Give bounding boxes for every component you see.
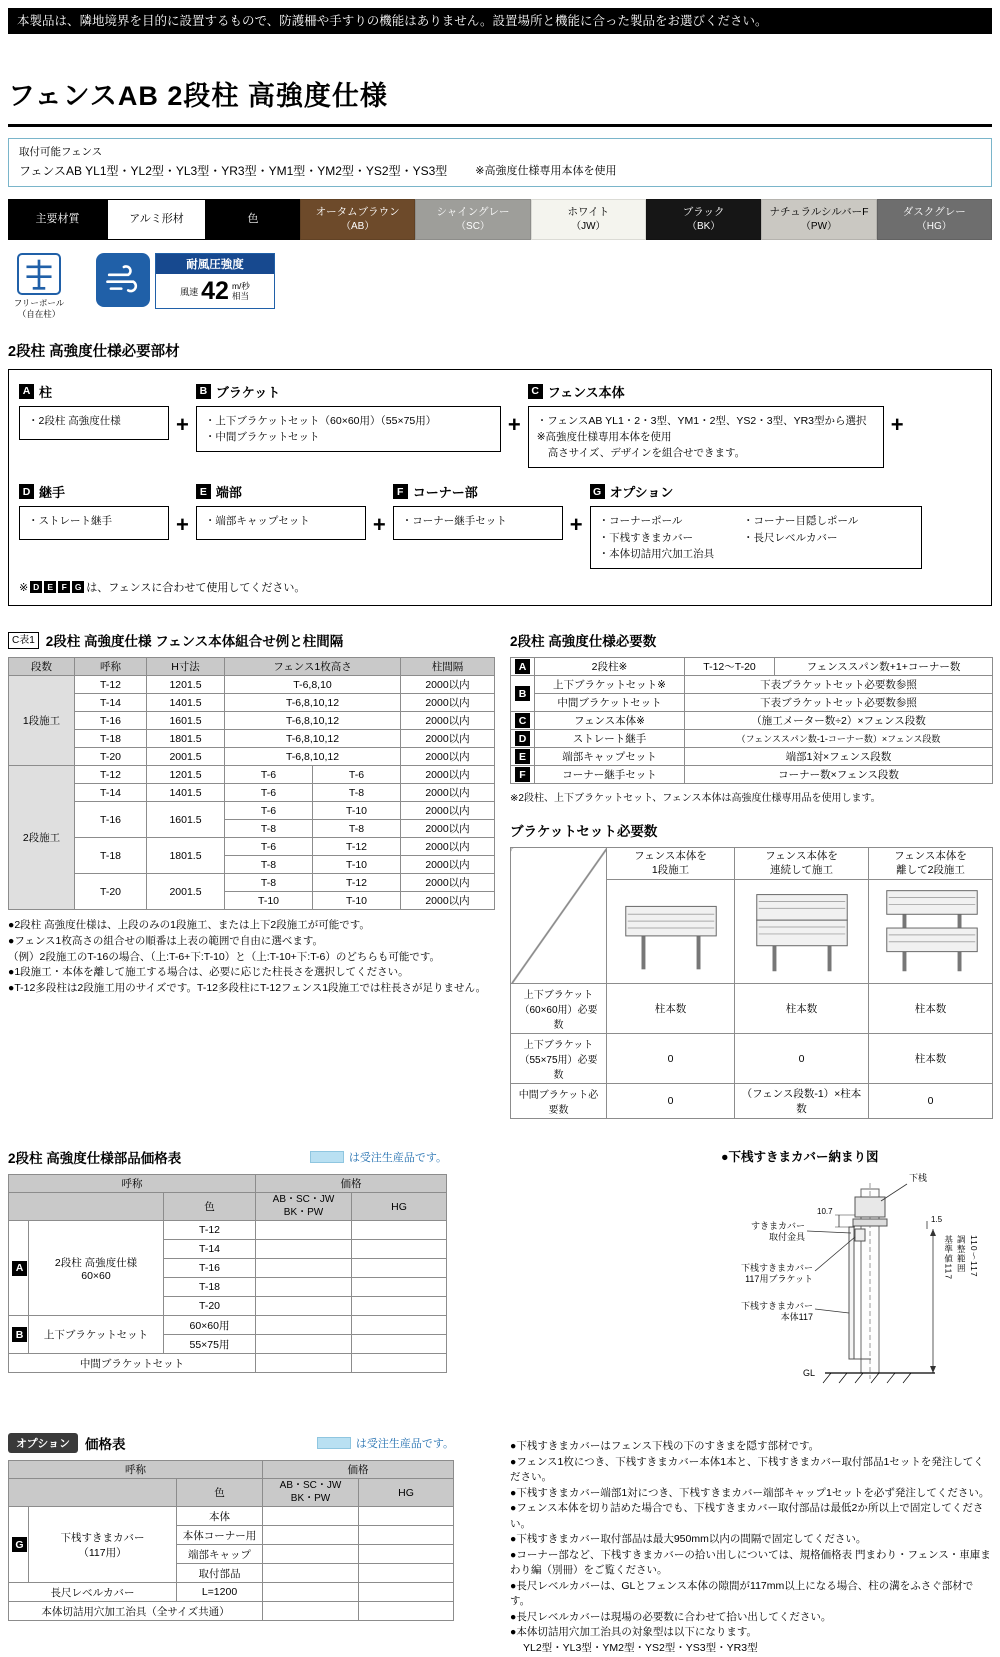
- cell: T-8: [225, 856, 313, 874]
- gap-cover-fitting-label: すきまカバー 取付金具: [750, 1221, 805, 1243]
- price-table-block: [8, 1147, 495, 1373]
- fence-separated-two-row-illustration: [869, 880, 993, 984]
- made-to-order-legend: は受注生産品です。: [310, 1149, 447, 1165]
- cell: 1401.5: [147, 784, 225, 802]
- cell: 0: [869, 1084, 993, 1119]
- made-to-order-swatch: [310, 1151, 344, 1163]
- col-header: AB・SC・JW BK・PW: [263, 1479, 359, 1507]
- cell: 2段柱※: [535, 658, 685, 676]
- cell: 1801.5: [147, 730, 225, 748]
- badge-b: B: [515, 686, 530, 701]
- price-cell: [263, 1526, 359, 1545]
- cell: 1801.5: [147, 838, 225, 874]
- wind-speed-value: 42: [201, 276, 229, 305]
- cell: T-10: [225, 892, 313, 910]
- cell: 取付部品: [177, 1564, 263, 1583]
- cell: コーナー継手セット: [535, 766, 685, 784]
- compatible-fence-box: [8, 138, 992, 187]
- table-row: [9, 1583, 454, 1602]
- cell: T-10: [313, 856, 401, 874]
- table-row: [511, 1084, 993, 1119]
- cell: T-8: [225, 874, 313, 892]
- price-cell: [256, 1335, 352, 1354]
- table-row: [511, 984, 993, 1034]
- diagonal-cell: [511, 848, 607, 984]
- col-header: H寸法: [147, 658, 225, 676]
- fence-single-row-illustration: [607, 880, 735, 984]
- table-row: [511, 712, 993, 730]
- table-row: [9, 838, 495, 856]
- table-row: [9, 1354, 447, 1373]
- price-cell: [263, 1583, 359, 1602]
- cell: 2000以内: [401, 748, 495, 766]
- part-post: A 柱 ・2段柱 高強度仕様: [19, 382, 169, 440]
- compatible-fence-label: 取付可能フェンス: [19, 146, 103, 159]
- price-cell: [256, 1354, 352, 1373]
- required-quantity-title: 2段柱 高強度仕様必要数: [510, 634, 657, 650]
- cell: 本体コーナー用: [177, 1526, 263, 1545]
- table-row: [9, 676, 495, 694]
- table-tag: C表1: [8, 632, 39, 649]
- table-row: [9, 874, 495, 892]
- plus-sign: +: [507, 411, 521, 437]
- option-price-table-block: [8, 1433, 495, 1621]
- wind-resistance-value-block: [155, 253, 275, 309]
- col-header: 価格: [256, 1175, 447, 1193]
- cell: T-18: [164, 1278, 256, 1297]
- cell: T-8: [225, 820, 313, 838]
- wind-icon: [96, 253, 150, 307]
- cell: T-12: [313, 838, 401, 856]
- material-value: アルミ形材: [107, 199, 206, 240]
- wind-resistance-title: 耐風圧強度: [156, 254, 274, 274]
- color-swatch-hg: ダスクグレー （HG）: [877, 199, 992, 240]
- vertical-dimension-labels: 基準値117 調整範囲 110〜117: [943, 1235, 979, 1281]
- cell: T-16: [164, 1259, 256, 1278]
- table-row: [511, 1034, 993, 1084]
- price-cell: [256, 1221, 352, 1240]
- price-cell: [263, 1545, 359, 1564]
- option-notes: ●下桟すきまカバーはフェンス下桟の下のすきまを隠す部材です。 ●フェンス1枚につき、下桟すきまカバー本体1本と、下桟すきまカバー取付部品1セットを発注してください。 ●下桟すきまカバー端部1対につき、下桟すきまカバー端部キャップ1セットを必ず発注してください。 ●フェンス本体を切り詰めた場合でも、下桟すきまカバー取付部品は最低2か所以上で固定してください。 ●下桟すきまカバー取付部品は最大950mm以内の間隔で固定してください。 ●コーナー部など、下桟すきまカバーの拾い出しについては、規格価格表 門まわり・フェンス・車庫まわり編（別冊）をご覧ください。 ●長尺レベルカバーは、GLとフェンス本体の隙間が117mm以上になる場合、柱の溝をふさぐ部材です。 ●長尺レベルカバーは現場の必要数に合わせて拾い出してください。 ●本体切詰用穴加工治具の対象型は以下になります。 YL2型・YL3型・YM2型・YS2型・YS3型・YR3型: [510, 1440, 991, 1654]
- cell: 2000以内: [401, 694, 495, 712]
- bracket-set-table: [510, 847, 993, 1119]
- cell: T-6: [225, 784, 313, 802]
- table-row: [9, 694, 495, 712]
- cell: T-12: [75, 766, 147, 784]
- option-price-table: [8, 1460, 454, 1621]
- table-row: [9, 712, 495, 730]
- table-row: [9, 1221, 447, 1240]
- price-cell: [256, 1316, 352, 1335]
- cover-body-label: 下桟すきまカバー 本体117: [740, 1301, 813, 1323]
- compatible-fence-models: フェンスAB YL1型・YL2型・YL3型・YR3型・YM1型・YM2型・YS2型・YS3型: [19, 164, 448, 179]
- col-header: フェンス本体を 連続して施工: [735, 848, 869, 880]
- freepole-label: フリーポール （自在柱）: [13, 298, 65, 319]
- col-header: HG: [359, 1479, 454, 1507]
- cell: 2000以内: [401, 820, 495, 838]
- cell: T-10: [313, 892, 401, 910]
- cell: 2000以内: [401, 838, 495, 856]
- badge-e: E: [515, 749, 530, 764]
- price-cell: [352, 1354, 447, 1373]
- price-cell: [352, 1316, 447, 1335]
- cell: T-6,8,10,12: [225, 730, 401, 748]
- price-cell: [256, 1297, 352, 1316]
- wind-speed-prefix: 風速: [180, 286, 199, 297]
- badge-e: E: [196, 484, 211, 499]
- cell: 下表ブラケットセット必要数参照: [685, 694, 993, 712]
- cell: 2000以内: [401, 802, 495, 820]
- cell: 55×75用: [164, 1335, 256, 1354]
- compatible-fence-note: ※高強度仕様専用本体を使用: [475, 165, 617, 178]
- combination-table: [8, 657, 495, 910]
- combination-notes: ●2段柱 高強度仕様は、上段のみの1段施工、または上下2段施工が可能です。 ●フェンス1枚高さの組合せの順番は上表の範囲で自由に選べます。 （例）2段施工のT-16の場合、（上:T-6+下:T-10）と（上:T-10+下:T-6）のどちらも可能です。 ●1段施工・本体を離して施工する場合は、必要に応じた柱長さを選択してください。 ●T-12多段柱は2段施工用のサイズです。T-12多段柱にT-12フェンス1段施工では柱長さが足りません。: [8, 919, 487, 995]
- cell: 端部キャップ: [177, 1545, 263, 1564]
- plus-sign: +: [890, 411, 904, 437]
- badge-a: A: [12, 1261, 27, 1276]
- parts-usage-note: ※ D E F G は、フェンスに合わせて使用してください。: [19, 581, 306, 595]
- table-row: [9, 766, 495, 784]
- cell: ストレート継手: [535, 730, 685, 748]
- cell: T-6,8,10,12: [225, 694, 401, 712]
- price-cell: [263, 1507, 359, 1526]
- material-label: 主要材質: [8, 199, 107, 240]
- part-option: G オプション ・コーナーポール ・コーナー目隠しポール ・下桟すきまカバー ・長尺レベルカバー ・本体切詰用穴加工治具: [590, 482, 922, 569]
- material-color-strip: [8, 199, 992, 240]
- badge-f: F: [58, 581, 70, 593]
- quantity-note: ※2段柱、上下ブラケットセット、フェンス本体は高強度仕様専用品を使用します。: [510, 793, 881, 805]
- combination-table-block: [8, 630, 495, 997]
- col-header: フェンス1枚高さ: [225, 658, 401, 676]
- cell: （施工メーター数÷2）×フェンス段数: [685, 712, 993, 730]
- cover-bracket-label: 下桟すきまカバー 117用ブラケット: [740, 1263, 813, 1285]
- cell: 2段柱 高強度仕様 60×60: [29, 1221, 164, 1316]
- table-row: [9, 784, 495, 802]
- cell: フェンス本体※: [535, 712, 685, 730]
- part-joint: D 継手 ・ストレート継手: [19, 482, 169, 540]
- cell: 2001.5: [147, 748, 225, 766]
- cell: （フェンス段数-1）×柱本数: [735, 1084, 869, 1119]
- cell: 2000以内: [401, 766, 495, 784]
- badge-b: B: [12, 1327, 27, 1342]
- col-header: AB・SC・JW BK・PW: [256, 1193, 352, 1221]
- badge-g: G: [72, 581, 84, 593]
- cell: 0: [607, 1084, 735, 1119]
- plus-sign: +: [569, 512, 583, 538]
- badge-d: D: [30, 581, 42, 593]
- required-quantity-block: [510, 630, 993, 1119]
- cell: 2000以内: [401, 730, 495, 748]
- cell: T-6,8,10,12: [225, 748, 401, 766]
- cell: T-20: [75, 748, 147, 766]
- col-header: 色: [164, 1193, 256, 1221]
- table-row: [9, 730, 495, 748]
- freepole-icon: [17, 253, 61, 295]
- cell: T-18: [75, 838, 147, 874]
- option-price-table-title: 価格表: [85, 1437, 126, 1453]
- cell: T-12: [313, 874, 401, 892]
- cell: 1601.5: [147, 712, 225, 730]
- price-table-title: 2段柱 高強度仕様部品価格表: [8, 1151, 182, 1167]
- cell: L=1200: [177, 1583, 263, 1602]
- badge-g: G: [590, 484, 605, 499]
- gl-label: GL: [803, 1368, 816, 1379]
- badge-d: D: [515, 731, 530, 746]
- cell: 上下ブラケットセット: [29, 1316, 164, 1354]
- header-row: [9, 1193, 447, 1221]
- price-cell: [256, 1259, 352, 1278]
- table-row: [9, 1316, 447, 1335]
- table-row: [9, 1507, 454, 1526]
- table-row: [511, 676, 993, 694]
- plus-sign: +: [176, 411, 189, 437]
- made-to-order-legend: は受注生産品です。: [317, 1435, 454, 1451]
- cell: T-12: [164, 1221, 256, 1240]
- col-header: 呼称: [75, 658, 147, 676]
- badge-b: B: [196, 384, 211, 399]
- header-row: [9, 1479, 454, 1507]
- color-swatch-jw: ホワイト （JW）: [531, 199, 646, 240]
- color-label: 色: [206, 199, 300, 240]
- table-row: [511, 658, 993, 676]
- gap-cover-diagram-block: [721, 1147, 993, 1399]
- cell: 端部1対×フェンス段数: [685, 748, 993, 766]
- gap-cover-diagram: [721, 1171, 993, 1399]
- col-header: 柱間隔: [401, 658, 495, 676]
- cell: 0: [607, 1034, 735, 1084]
- plus-sign: +: [176, 512, 189, 538]
- color-swatch-pw: ナチュラルシルバーF （PW）: [761, 199, 876, 240]
- rail-label: 下桟: [909, 1173, 928, 1184]
- cell: 2001.5: [147, 874, 225, 910]
- price-cell: [263, 1564, 359, 1583]
- cell: T-20: [75, 874, 147, 910]
- price-cell: [256, 1240, 352, 1259]
- cell: T-8: [313, 784, 401, 802]
- parts-section-title: 2段柱 高強度仕様必要部材: [8, 343, 180, 360]
- col-header: 色: [177, 1479, 263, 1507]
- cell: T-14: [75, 784, 147, 802]
- cell: 上下ブラケット（60×60用）必要数: [511, 984, 607, 1034]
- col-header: 価格: [263, 1461, 454, 1479]
- badge-f: F: [515, 767, 530, 782]
- cell: 柱本数: [735, 984, 869, 1034]
- dimension-1-5: 1.5: [931, 1215, 943, 1225]
- cell: T-6: [225, 838, 313, 856]
- table-row: [511, 730, 993, 748]
- price-cell: [352, 1240, 447, 1259]
- cell: T-10: [313, 802, 401, 820]
- cell: 中間ブラケット必要数: [511, 1084, 607, 1119]
- price-cell: [352, 1335, 447, 1354]
- cell: T-6: [225, 802, 313, 820]
- header-row: [9, 1175, 447, 1193]
- badge-c: C: [528, 384, 543, 399]
- cell: T-6: [225, 766, 313, 784]
- price-cell: [359, 1507, 454, 1526]
- cell: 1401.5: [147, 694, 225, 712]
- combination-table-title: 2段柱 高強度仕様 フェンス本体組合せ例と柱間隔: [45, 634, 344, 650]
- section-cell: 1段施工: [9, 676, 75, 766]
- cell: 上下ブラケットセット※: [535, 676, 685, 694]
- col-header: [9, 1193, 164, 1221]
- price-cell: [359, 1545, 454, 1564]
- color-swatch-sc: シャイングレー （SC）: [415, 199, 530, 240]
- cell: 柱本数: [869, 984, 993, 1034]
- cell: 1201.5: [147, 766, 225, 784]
- header-row: [511, 848, 993, 880]
- table-row: [9, 748, 495, 766]
- cell: 上下ブラケット（55×75用）必要数: [511, 1034, 607, 1084]
- part-end: E 端部 ・端部キャップセット: [196, 482, 366, 540]
- cell: 柱本数: [869, 1034, 993, 1084]
- cell: T-14: [164, 1240, 256, 1259]
- table-row: [9, 802, 495, 820]
- badge-a: A: [515, 659, 530, 674]
- fence-continuous-two-row-illustration: [735, 880, 869, 984]
- cell: 本体切詰用穴加工治具（全サイズ共通）: [9, 1602, 263, 1621]
- header-row: [9, 658, 495, 676]
- section-cell: 2段施工: [9, 766, 75, 910]
- cell: T-6,8,10,12: [225, 712, 401, 730]
- cell: 長尺レベルカバー: [9, 1583, 177, 1602]
- cell: T-16: [75, 712, 147, 730]
- col-header: フェンス本体を 1段施工: [607, 848, 735, 880]
- badge-g: G: [12, 1537, 27, 1552]
- price-cell: [359, 1602, 454, 1621]
- cell: T-16: [75, 802, 147, 838]
- price-cell: [359, 1526, 454, 1545]
- part-fence-body: C フェンス本体 ・フェンスAB YL1・2・3型、YM1・2型、YS2・3型、YR3型から選択 ※高強度仕様専用本体を使用 高さサイズ、デザインを組合せできます。: [528, 382, 884, 469]
- cell: T-8: [313, 820, 401, 838]
- table-row: [511, 694, 993, 712]
- cell: T-18: [75, 730, 147, 748]
- cell: 60×60用: [164, 1316, 256, 1335]
- cell: 本体: [177, 1507, 263, 1526]
- price-cell: [352, 1297, 447, 1316]
- cell: コーナー数×フェンス段数: [685, 766, 993, 784]
- cell: 2000以内: [401, 892, 495, 910]
- dimension-10-7: 10.7: [817, 1207, 833, 1217]
- wind-speed-unit: m/秒: [231, 281, 250, 292]
- price-cell: [263, 1602, 359, 1621]
- table-row: [9, 1602, 454, 1621]
- cell: 端部キャップセット: [535, 748, 685, 766]
- required-parts-box: [8, 369, 992, 607]
- cell: 2000以内: [401, 874, 495, 892]
- main-two-column-area: [8, 630, 992, 1656]
- cell: 下桟すきまカバー （117用）: [29, 1507, 177, 1583]
- color-swatch-ab: オータムブラウン （AB）: [300, 199, 415, 240]
- cell: T-20: [164, 1297, 256, 1316]
- freepole-badge: [8, 253, 70, 319]
- bracket-set-title: ブラケットセット必要数: [510, 824, 658, 840]
- cell: 0: [735, 1034, 869, 1084]
- col-header: 段数: [9, 658, 75, 676]
- cell: 1601.5: [147, 802, 225, 838]
- badge-c: C: [515, 713, 530, 728]
- price-cell: [256, 1278, 352, 1297]
- part-corner: F コーナー部 ・コーナー継手セット: [393, 482, 563, 540]
- gap-cover-diagram-title: ●下桟すきまカバー納まり図: [721, 1150, 879, 1165]
- header-row: [9, 1461, 454, 1479]
- cell: 中間ブラケットセット: [535, 694, 685, 712]
- wind-resistance-badge: [96, 253, 275, 309]
- cell: 中間ブラケットセット: [9, 1354, 256, 1373]
- cell: 下表ブラケットセット必要数参照: [685, 676, 993, 694]
- col-header: [9, 1479, 177, 1507]
- price-cell: [359, 1564, 454, 1583]
- price-cell: [352, 1278, 447, 1297]
- cell: （フェンススパン数-1-コーナー数）×フェンス段数: [685, 730, 993, 748]
- cell: T-12〜T-20: [685, 658, 775, 676]
- cell: 2000以内: [401, 784, 495, 802]
- table-row: [511, 748, 993, 766]
- table-row: [511, 766, 993, 784]
- cell: フェンススパン数+1+コーナー数: [775, 658, 993, 676]
- cell: 2000以内: [401, 712, 495, 730]
- badge-e: E: [44, 581, 56, 593]
- col-header: 呼称: [9, 1175, 256, 1193]
- badge-a: A: [19, 384, 34, 399]
- price-table: [8, 1174, 447, 1373]
- col-header: HG: [352, 1193, 447, 1221]
- col-header: 呼称: [9, 1461, 263, 1479]
- option-tag: オプション: [8, 1433, 78, 1453]
- part-bracket: B ブラケット ・上下ブラケットセット（60×60用）（55×75用） ・中間ブラケットセット: [196, 382, 501, 453]
- color-swatch-bk: ブラック （BK）: [646, 199, 761, 240]
- cell: T-6: [313, 766, 401, 784]
- cell: 2000以内: [401, 856, 495, 874]
- cell: T-6,8,10: [225, 676, 401, 694]
- price-cell: [352, 1259, 447, 1278]
- col-header: フェンス本体を 離して2段施工: [869, 848, 993, 880]
- price-cell: [359, 1583, 454, 1602]
- wind-speed-suffix: 相当: [231, 291, 249, 302]
- page-title: フェンスAB 2段柱 高強度仕様: [8, 74, 992, 127]
- feature-badges: [8, 253, 992, 319]
- cell: T-14: [75, 694, 147, 712]
- notice-bar: 本製品は、隣地境界を目的に設置するもので、防護柵や手すりの機能はありません。設置場所と機能に合った製品をお選びください。: [8, 8, 992, 34]
- price-cell: [352, 1221, 447, 1240]
- cell: T-12: [75, 676, 147, 694]
- required-quantity-table: [510, 657, 993, 784]
- badge-f: F: [393, 484, 408, 499]
- cell: 柱本数: [607, 984, 735, 1034]
- cell: 1201.5: [147, 676, 225, 694]
- cell: 2000以内: [401, 676, 495, 694]
- plus-sign: +: [372, 512, 386, 538]
- badge-d: D: [19, 484, 34, 499]
- made-to-order-swatch: [317, 1437, 351, 1449]
